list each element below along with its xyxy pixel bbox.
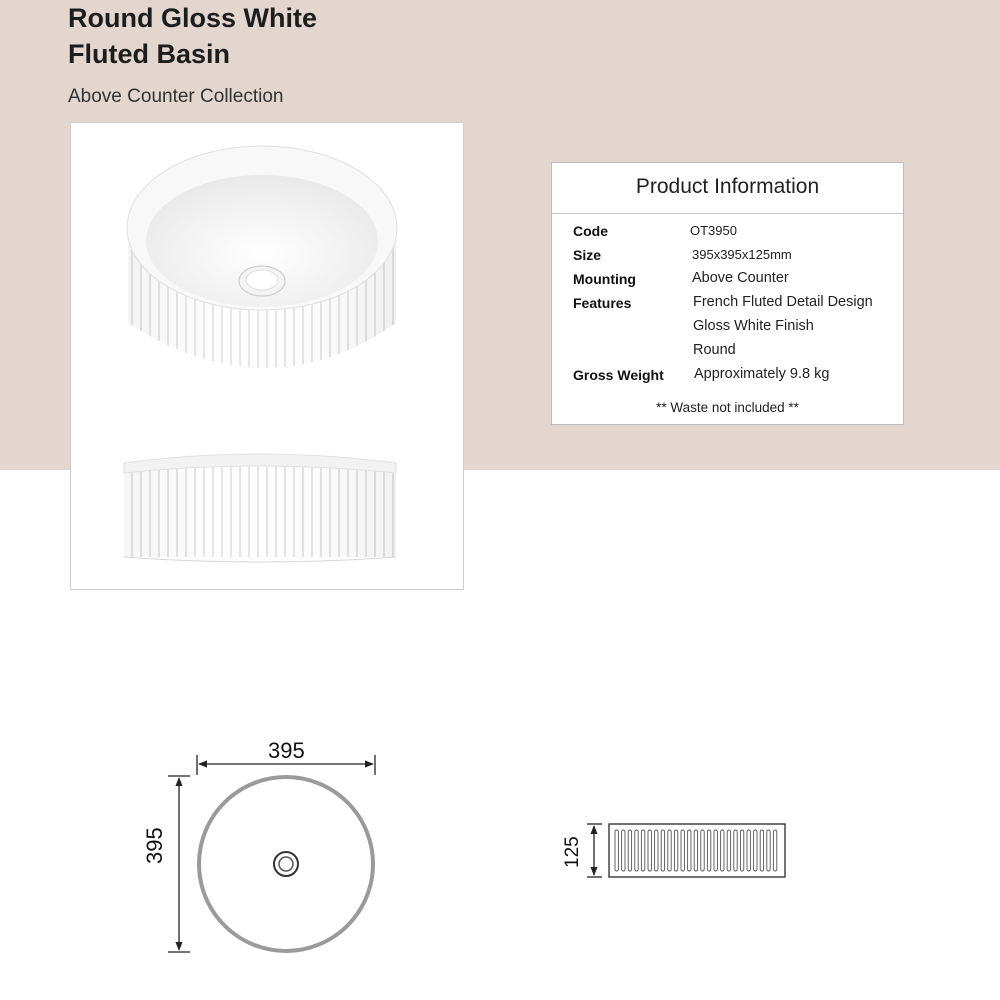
size-value: 395x395x125mm (692, 247, 792, 262)
mounting-label: Mounting (573, 271, 636, 287)
product-information-heading: Product Information (635, 175, 820, 198)
size-label: Size (573, 247, 602, 263)
mounting-value: Above Counter (692, 270, 789, 286)
feature-value-2: Gloss White Finish (693, 318, 814, 334)
top-width-dimension: 395 (268, 738, 305, 763)
code-label: Code (573, 223, 608, 239)
top-view-drawing (168, 755, 375, 952)
feature-value-3: Round (693, 342, 736, 358)
side-height-dimension: 125 (562, 836, 583, 868)
top-height-dimension: 395 (142, 827, 167, 864)
gross-weight-value: Approximately 9.8 kg (694, 366, 830, 382)
title-line-1: Round Gloss White (68, 3, 317, 33)
gross-weight-label: Gross Weight (573, 367, 664, 383)
features-label: Features (573, 295, 632, 311)
side-view-drawing (587, 824, 785, 877)
waste-note: ** Waste not included ** (656, 400, 799, 415)
collection-subtitle: Above Counter Collection (68, 86, 284, 107)
code-value: OT3950 (690, 223, 737, 238)
feature-value-1: French Fluted Detail Design (693, 294, 873, 310)
title-line-2: Fluted Basin (68, 39, 231, 69)
